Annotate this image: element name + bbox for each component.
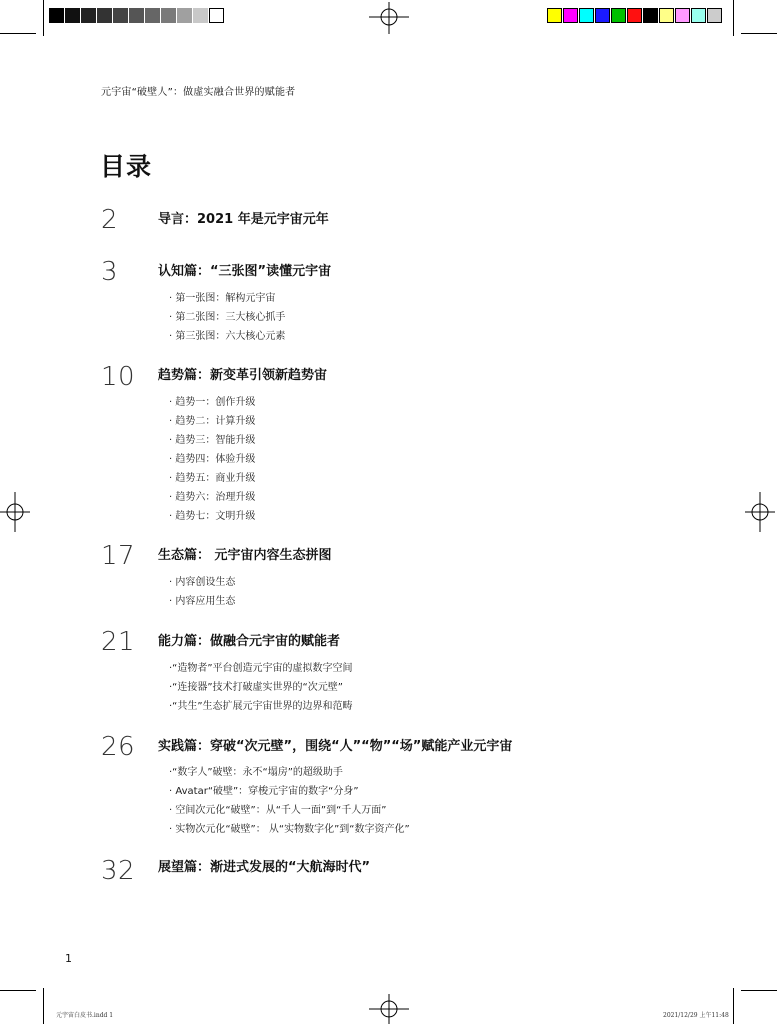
crop-mark bbox=[0, 990, 36, 991]
subsection-item[interactable]: ·“共生”生态扩展元宇宙世界的边界和范畴 bbox=[169, 701, 353, 712]
registration-mark-bottom bbox=[369, 994, 409, 1024]
registration-mark-right bbox=[745, 492, 775, 532]
crop-mark bbox=[741, 990, 777, 991]
gray-swatch bbox=[49, 8, 64, 23]
color-swatch bbox=[627, 8, 642, 23]
subsection-item[interactable]: · 第一张图：解构元宇宙 bbox=[169, 293, 276, 304]
gray-swatch bbox=[65, 8, 80, 23]
subsection-item[interactable]: · 空间次元化“破壁”：从“千人一面”到“千人万面” bbox=[169, 805, 387, 816]
subsection-item[interactable]: ·“造物者”平台创造元宇宙的虚拟数字空间 bbox=[169, 663, 353, 674]
subsection-item[interactable]: · 第三张图：六大核心元素 bbox=[169, 331, 286, 342]
subsection-item[interactable]: · 趋势五：商业升级 bbox=[169, 473, 256, 484]
section-title[interactable]: 能力篇：做融合元宇宙的赋能者 bbox=[158, 634, 341, 649]
color-swatch bbox=[707, 8, 722, 23]
section-title[interactable]: 认知篇：“三张图”读懂元宇宙 bbox=[158, 264, 332, 279]
subsection-item[interactable]: · 趋势六：治理升级 bbox=[169, 492, 256, 503]
section-page-number: 21 bbox=[101, 627, 136, 657]
gray-swatch bbox=[145, 8, 160, 23]
gray-swatch bbox=[193, 8, 208, 23]
crop-mark bbox=[733, 988, 734, 1024]
crop-mark bbox=[741, 33, 777, 34]
running-header: 元宇宙“破壁人”：做虚实融合世界的赋能者 bbox=[101, 87, 296, 98]
section-page-number: 2 bbox=[101, 205, 119, 235]
print-slug-filename: 元宇宙白皮书.indd 1 bbox=[56, 1012, 114, 1019]
gray-swatch bbox=[209, 8, 224, 23]
subsection-item[interactable]: · 内容应用生态 bbox=[169, 596, 236, 607]
subsection-item[interactable]: · 趋势一：创作升级 bbox=[169, 397, 256, 408]
subsection-item[interactable]: · 趋势三：智能升级 bbox=[169, 435, 256, 446]
gray-swatch bbox=[97, 8, 112, 23]
gray-swatch bbox=[161, 8, 176, 23]
gray-swatch bbox=[129, 8, 144, 23]
registration-mark-left bbox=[0, 492, 30, 532]
subsection-item[interactable]: · Avatar“破壁”：穿梭元宇宙的数字“分身” bbox=[169, 786, 359, 797]
subsection-item[interactable]: · 第二张图：三大核心抓手 bbox=[169, 312, 286, 323]
registration-mark-top bbox=[369, 2, 409, 34]
crop-mark bbox=[733, 0, 734, 36]
section-title[interactable]: 导言：2021 年是元宇宙元年 bbox=[158, 212, 329, 227]
color-swatch bbox=[675, 8, 690, 23]
color-swatch bbox=[595, 8, 610, 23]
crop-mark bbox=[43, 988, 44, 1024]
color-swatch bbox=[547, 8, 562, 23]
subsection-item[interactable]: ·“连接器”技术打破虚实世界的“次元壁” bbox=[169, 682, 343, 693]
subsection-item[interactable]: · 趋势二：计算升级 bbox=[169, 416, 256, 427]
subsection-item[interactable]: ·“数字人”破壁：永不“塌房”的超级助手 bbox=[169, 767, 343, 778]
color-swatch bbox=[579, 8, 594, 23]
section-page-number: 26 bbox=[101, 732, 136, 762]
section-page-number: 3 bbox=[101, 257, 119, 287]
print-slug-timestamp: 2021/12/29 上午11:48 bbox=[663, 1012, 729, 1019]
crop-mark bbox=[43, 0, 44, 36]
subsection-item[interactable]: · 趋势七：文明升级 bbox=[169, 511, 256, 522]
gray-swatch bbox=[81, 8, 96, 23]
color-swatch bbox=[691, 8, 706, 23]
subsection-item[interactable]: · 趋势四：体验升级 bbox=[169, 454, 256, 465]
color-swatch bbox=[563, 8, 578, 23]
crop-mark bbox=[0, 33, 36, 34]
subsection-item[interactable]: · 实物次元化“破壁”： 从“实物数字化”到“数字资产化” bbox=[169, 824, 410, 835]
section-title[interactable]: 趋势篇：新变革引领新趋势宙 bbox=[158, 368, 328, 383]
color-swatch bbox=[659, 8, 674, 23]
section-title[interactable]: 实践篇：穿破“次元壁”，围绕“人”“物”“场”赋能产业元宇宙 bbox=[158, 739, 513, 754]
color-swatch bbox=[643, 8, 658, 23]
color-swatch bbox=[611, 8, 626, 23]
gray-swatch bbox=[177, 8, 192, 23]
section-title[interactable]: 展望篇：渐进式发展的“大航海时代” bbox=[158, 860, 371, 875]
section-title[interactable]: 生态篇： 元宇宙内容生态拼图 bbox=[158, 548, 332, 563]
section-page-number: 10 bbox=[101, 362, 136, 392]
page-number: 1 bbox=[65, 952, 72, 965]
page-title: 目录 bbox=[100, 152, 153, 181]
section-page-number: 32 bbox=[101, 856, 136, 886]
section-page-number: 17 bbox=[101, 541, 136, 571]
subsection-item[interactable]: · 内容创设生态 bbox=[169, 577, 236, 588]
gray-swatch bbox=[113, 8, 128, 23]
